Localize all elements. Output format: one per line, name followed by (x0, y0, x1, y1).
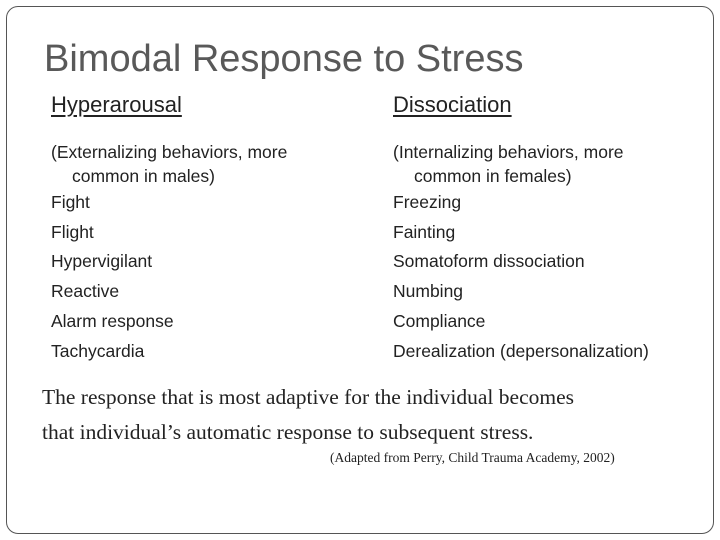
slide-title: Bimodal Response to Stress (44, 38, 524, 80)
list-item: Derealization (depersonalization) (393, 340, 649, 361)
hyperarousal-note-line1: (Externalizing behaviors, more (51, 142, 288, 162)
list-item: Somatoform dissociation (393, 251, 585, 272)
dissociation-note-line1: (Internalizing behaviors, more (393, 142, 624, 162)
hyperarousal-heading: Hyperarousal (51, 92, 182, 117)
citation: (Adapted from Perry, Child Trauma Academy, 2002) (330, 450, 615, 465)
list-item: Fight (51, 192, 90, 212)
summary-text (42, 380, 692, 450)
hyperarousal-list (51, 188, 381, 366)
list-item: Numbing (393, 281, 464, 302)
summary-line2: that individual’s automatic response to subsequent stress. (42, 420, 534, 444)
list-item: Fainting (393, 221, 456, 242)
hyperarousal-column (51, 90, 381, 366)
list-item: Hypervigilant (51, 251, 153, 272)
dissociation-column (393, 90, 713, 366)
dissociation-note (393, 140, 713, 188)
dissociation-list (393, 188, 713, 366)
summary-line1: The response that is most adaptive for the individual becomes (42, 385, 574, 409)
list-item: Reactive (51, 281, 120, 302)
list-item: Compliance (393, 310, 486, 331)
list-item: Freezing (393, 192, 462, 212)
list-item: Tachycardia (51, 340, 145, 361)
list-item: Flight (51, 221, 94, 242)
hyperarousal-note (51, 140, 381, 188)
list-item: Alarm response (51, 310, 174, 331)
hyperarousal-note-line2: common in males) (72, 166, 215, 186)
dissociation-heading: Dissociation (393, 92, 512, 117)
dissociation-note-line2: common in females) (414, 166, 572, 186)
